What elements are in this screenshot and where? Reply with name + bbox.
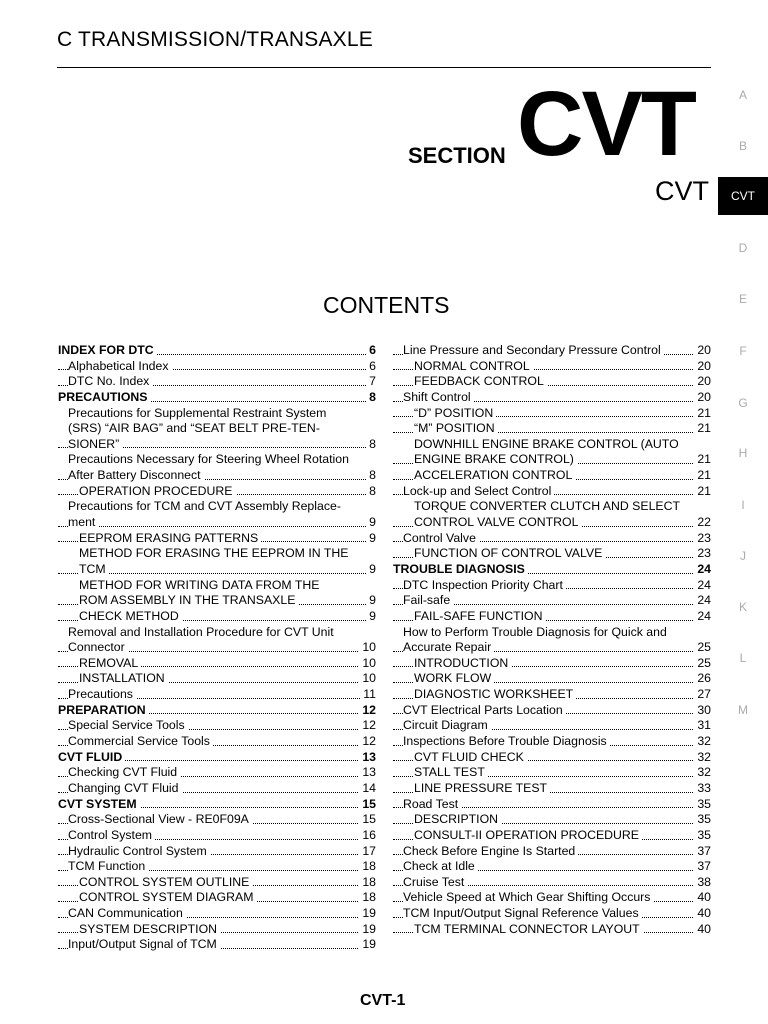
toc-entry[interactable] <box>58 499 376 515</box>
toc-entry[interactable] <box>393 484 711 500</box>
toc-entry[interactable] <box>58 625 376 641</box>
toc-entry-title: INTRODUCTION <box>414 656 511 670</box>
toc-entry-page: 17 <box>359 844 376 860</box>
toc-entry[interactable] <box>58 781 376 797</box>
toc-entry-title: Cross-Sectional View - RE0F09A <box>68 812 252 826</box>
toc-entry[interactable] <box>58 374 376 390</box>
toc-entry-page: 37 <box>694 859 711 875</box>
toc-entry[interactable] <box>58 844 376 860</box>
toc-entry-page: 38 <box>694 875 711 891</box>
toc-entry[interactable] <box>393 718 711 734</box>
toc-entry-page: 20 <box>694 374 711 390</box>
toc-entry[interactable] <box>393 734 711 750</box>
toc-entry-title: CVT SYSTEM <box>58 797 140 811</box>
toc-entry[interactable] <box>58 906 376 922</box>
toc-entry[interactable] <box>393 828 711 844</box>
toc-entry-title: REMOVAL <box>79 656 141 670</box>
section-tab-e[interactable]: E <box>738 292 747 306</box>
toc-entry[interactable] <box>393 656 711 672</box>
toc-entry-page: 23 <box>694 546 711 562</box>
toc-entry-title: FUNCTION OF CONTROL VALVE <box>414 546 605 560</box>
toc-entry-page: 9 <box>366 609 376 625</box>
toc-entry-page: 24 <box>694 593 711 609</box>
toc-entry-title: CVT Electrical Parts Location <box>403 703 566 717</box>
toc-entry[interactable] <box>393 812 711 828</box>
toc-entry-page: 31 <box>694 718 711 734</box>
section-tab-f[interactable]: F <box>739 344 747 358</box>
toc-entry-page: 21 <box>694 452 711 468</box>
toc-entry[interactable] <box>393 562 711 578</box>
toc-entry-title: Vehicle Speed at Which Gear Shifting Occurs <box>403 890 653 904</box>
toc-entry-title: CHECK METHOD <box>79 609 182 623</box>
toc-entry-page: 21 <box>694 468 711 484</box>
toc-entry-title: Lock-up and Select Control <box>403 484 554 498</box>
toc-entry-title: Precautions <box>68 687 136 701</box>
toc-entry-title: TCM Input/Output Signal Reference Values <box>403 906 642 920</box>
toc-entry[interactable] <box>58 687 376 703</box>
toc-entry-page: 22 <box>694 515 711 531</box>
toc-entry[interactable] <box>58 734 376 750</box>
toc-entry-title: Connector <box>68 640 128 654</box>
toc-entry[interactable] <box>393 531 711 547</box>
toc-entry-page: 40 <box>694 922 711 938</box>
toc-entry-page: 24 <box>694 562 711 578</box>
toc-entry-title: Road Test <box>403 797 461 811</box>
toc-entry-title: Accurate Repair <box>403 640 494 654</box>
toc-entry-page: 24 <box>694 609 711 625</box>
toc-entry-page: 23 <box>694 531 711 547</box>
toc-entry-title: CONTROL SYSTEM DIAGRAM <box>79 890 256 904</box>
toc-entry[interactable] <box>58 546 376 562</box>
toc-entry[interactable] <box>393 499 711 515</box>
toc-entry-page: 40 <box>694 906 711 922</box>
toc-entry-page: 33 <box>694 781 711 797</box>
toc-entry-page: 20 <box>694 359 711 375</box>
toc-entry-page: 25 <box>694 656 711 672</box>
toc-entry-page: 19 <box>359 906 376 922</box>
leader-dots <box>58 526 376 527</box>
toc-entry-page: 12 <box>359 734 376 750</box>
section-tab-l[interactable]: L <box>739 651 747 665</box>
section-index-tabs <box>718 0 768 1024</box>
toc-entry[interactable] <box>393 437 711 453</box>
toc-entry[interactable] <box>393 844 711 860</box>
toc-entry-page: 10 <box>359 640 376 656</box>
toc-entry-title: Inspections Before Trouble Diagnosis <box>403 734 610 748</box>
toc-entry[interactable] <box>393 390 711 406</box>
toc-entry[interactable] <box>58 390 376 406</box>
toc-entry-title: Cruise Test <box>403 875 467 889</box>
toc-entry-title: DESCRIPTION <box>414 812 501 826</box>
toc-entry-page: 24 <box>694 578 711 594</box>
toc-entry[interactable] <box>393 906 711 922</box>
toc-entry[interactable] <box>58 922 376 938</box>
toc-entry-title: Control Valve <box>403 531 479 545</box>
toc-entry[interactable] <box>393 625 711 641</box>
toc-entry[interactable] <box>393 359 711 375</box>
toc-entry-page: 14 <box>359 781 376 797</box>
toc-entry-title: METHOD FOR WRITING DATA FROM THE <box>79 578 322 592</box>
toc-entry[interactable] <box>58 421 376 437</box>
toc-entry-page: 12 <box>359 718 376 734</box>
contents-title: CONTENTS <box>323 292 450 318</box>
toc-entry[interactable] <box>58 359 376 375</box>
toc-entry-page: 16 <box>359 828 376 844</box>
toc-entry-title: ROM ASSEMBLY IN THE TRANSAXLE <box>79 593 298 607</box>
section-code-large: CVT <box>517 73 695 175</box>
section-tab-j[interactable]: J <box>740 549 746 563</box>
toc-entry[interactable] <box>58 406 376 422</box>
toc-entry-title: How to Perform Trouble Diagnosis for Quick and <box>403 625 670 639</box>
section-tab-a[interactable]: A <box>738 88 747 102</box>
toc-entry-title: ACCELERATION CONTROL <box>414 468 575 482</box>
toc-entry-title: “M” POSITION <box>414 421 498 435</box>
toc-entry[interactable] <box>58 578 376 594</box>
toc-entry[interactable] <box>58 875 376 891</box>
toc-entry-title: DTC No. Index <box>68 374 152 388</box>
toc-entry[interactable] <box>58 797 376 813</box>
toc-column-right <box>393 343 711 937</box>
section-tab-i[interactable]: I <box>741 498 745 512</box>
toc-entry-title: SIONER” <box>68 437 122 451</box>
page-number: CVT-1 <box>360 992 406 1009</box>
toc-entry[interactable] <box>58 671 376 687</box>
section-tab-d[interactable]: D <box>738 241 748 255</box>
toc-entry-page: 32 <box>694 765 711 781</box>
toc-entry-title: Check Before Engine Is Started <box>403 844 578 858</box>
toc-entry-page: 8 <box>366 390 376 406</box>
toc-entry-page: 9 <box>366 531 376 547</box>
toc-entry[interactable] <box>393 593 711 609</box>
toc-entry-page: 21 <box>694 421 711 437</box>
toc-entry-page: 6 <box>366 359 376 375</box>
toc-entry-page: 18 <box>359 875 376 891</box>
toc-entry-title: Precautions Necessary for Steering Wheel Rotation <box>68 452 352 466</box>
toc-entry-title: Input/Output Signal of TCM <box>68 937 220 951</box>
toc-entry-title: CONTROL SYSTEM OUTLINE <box>79 875 252 889</box>
toc-entry-title: (SRS) “AIR BAG” and “SEAT BELT PRE-TEN- <box>68 421 323 435</box>
toc-entry-title: INDEX FOR DTC <box>58 343 157 357</box>
toc-entry-title: Circuit Diagram <box>403 718 491 732</box>
toc-entry[interactable] <box>58 828 376 844</box>
toc-entry-page: 30 <box>694 703 711 719</box>
toc-entry-page: 21 <box>694 406 711 422</box>
toc-entry[interactable] <box>58 765 376 781</box>
toc-entry-title: Changing CVT Fluid <box>68 781 182 795</box>
toc-entry-page: 6 <box>366 343 376 359</box>
toc-entry-page: 9 <box>366 562 376 578</box>
toc-entry[interactable] <box>58 937 376 953</box>
toc-entry-title: FEEDBACK CONTROL <box>414 374 547 388</box>
toc-entry-page: 7 <box>366 374 376 390</box>
header-rule <box>57 67 711 68</box>
toc-entry-page: 25 <box>694 640 711 656</box>
toc-entry-title: METHOD FOR ERASING THE EEPROM IN THE <box>79 546 351 560</box>
toc-entry-page: 15 <box>359 797 376 813</box>
toc-entry[interactable] <box>393 578 711 594</box>
toc-entry-title: PREPARATION <box>58 703 149 717</box>
toc-entry[interactable] <box>58 656 376 672</box>
toc-entry[interactable] <box>58 750 376 766</box>
toc-entry-title: TCM TERMINAL CONNECTOR LAYOUT <box>414 922 643 936</box>
toc-entry[interactable] <box>393 609 711 625</box>
section-tab-g[interactable]: G <box>738 396 748 410</box>
toc-entry-title: SYSTEM DESCRIPTION <box>79 922 220 936</box>
section-tab-m[interactable]: M <box>738 703 748 717</box>
toc-entry-title: CVT FLUID <box>58 750 125 764</box>
toc-entry[interactable] <box>58 484 376 500</box>
toc-entry[interactable] <box>58 515 376 531</box>
toc-entry[interactable] <box>58 437 376 453</box>
toc-entry-title: CONTROL VALVE CONTROL <box>414 515 581 529</box>
toc-entry-title: OPERATION PROCEDURE <box>79 484 236 498</box>
toc-entry-title: DIAGNOSTIC WORKSHEET <box>414 687 576 701</box>
toc-entry[interactable] <box>393 671 711 687</box>
toc-entry-title: FAIL-SAFE FUNCTION <box>414 609 545 623</box>
toc-entry-title: TCM <box>79 562 109 576</box>
toc-entry-title: TORQUE CONVERTER CLUTCH AND SELECT <box>414 499 683 513</box>
toc-entry[interactable] <box>58 609 376 625</box>
toc-entry-title: DTC Inspection Priority Chart <box>403 578 566 592</box>
section-tab-k[interactable]: K <box>738 600 747 614</box>
toc-entry-page: 26 <box>694 671 711 687</box>
toc-entry[interactable] <box>58 718 376 734</box>
toc-entry-title: WORK FLOW <box>414 671 494 685</box>
toc-entry[interactable] <box>58 859 376 875</box>
toc-entry-title: Commercial Service Tools <box>68 734 213 748</box>
toc-entry-title: Fail-safe <box>403 593 453 607</box>
toc-entry[interactable] <box>393 452 711 468</box>
toc-entry[interactable] <box>393 546 711 562</box>
toc-entry-page: 32 <box>694 734 711 750</box>
section-code-small: CVT <box>655 176 709 206</box>
section-tab-b[interactable]: B <box>738 139 747 153</box>
toc-entry[interactable] <box>393 515 711 531</box>
toc-entry-page: 9 <box>366 593 376 609</box>
toc-entry[interactable] <box>58 640 376 656</box>
toc-entry-page: 35 <box>694 797 711 813</box>
toc-entry[interactable] <box>393 781 711 797</box>
toc-entry[interactable] <box>393 687 711 703</box>
toc-entry[interactable] <box>58 468 376 484</box>
toc-entry[interactable] <box>58 703 376 719</box>
section-word: SECTION <box>408 143 506 168</box>
toc-entry[interactable] <box>393 374 711 390</box>
toc-entry[interactable] <box>393 703 711 719</box>
toc-entry-title: TCM Function <box>68 859 148 873</box>
toc-entry-title: CAN Communication <box>68 906 186 920</box>
toc-entry-title: CVT FLUID CHECK <box>414 750 527 764</box>
toc-entry-title: ENGINE BRAKE CONTROL) <box>414 452 577 466</box>
toc-column-left <box>58 343 376 953</box>
toc-entry[interactable] <box>393 750 711 766</box>
toc-entry-page: 21 <box>694 484 711 500</box>
toc-entry[interactable] <box>393 875 711 891</box>
toc-entry-page: 8 <box>366 468 376 484</box>
toc-entry-page: 10 <box>359 671 376 687</box>
toc-entry-page: 27 <box>694 687 711 703</box>
toc-entry-title: Precautions for Supplemental Restraint System <box>68 406 329 420</box>
toc-entry-title: CONSULT-II OPERATION PROCEDURE <box>414 828 642 842</box>
section-tab-cvt[interactable]: CVT <box>718 177 768 215</box>
toc-entry-title: “D” POSITION <box>414 406 496 420</box>
toc-entry-page: 12 <box>359 703 376 719</box>
section-tab-h[interactable]: H <box>738 446 748 460</box>
toc-entry-page: 8 <box>366 437 376 453</box>
toc-entry[interactable] <box>58 531 376 547</box>
toc-entry-page: 19 <box>359 922 376 938</box>
toc-entry-page: 11 <box>360 687 376 703</box>
toc-entry[interactable] <box>393 922 711 938</box>
toc-entry-title: EEPROM ERASING PATTERNS <box>79 531 261 545</box>
toc-entry-page: 40 <box>694 890 711 906</box>
toc-entry-page: 8 <box>366 484 376 500</box>
toc-entry-page: 37 <box>694 844 711 860</box>
toc-entry-page: 35 <box>694 828 711 844</box>
toc-entry-page: 18 <box>359 859 376 875</box>
toc-entry-title: Special Service Tools <box>68 718 188 732</box>
toc-entry-page: 20 <box>694 390 711 406</box>
toc-entry-page: 10 <box>359 656 376 672</box>
toc-entry-page: 32 <box>694 750 711 766</box>
toc-entry-page: 15 <box>359 812 376 828</box>
toc-entry-title: INSTALLATION <box>79 671 168 685</box>
toc-entry[interactable] <box>58 452 376 468</box>
toc-entry[interactable] <box>393 640 711 656</box>
toc-entry-title: After Battery Disconnect <box>68 468 204 482</box>
toc-entry-title: DOWNHILL ENGINE BRAKE CONTROL (AUTO <box>414 437 682 451</box>
toc-entry[interactable] <box>58 562 376 578</box>
toc-entry[interactable] <box>393 797 711 813</box>
toc-entry-title: Control System <box>68 828 155 842</box>
category-title: C TRANSMISSION/TRANSAXLE <box>57 28 373 51</box>
toc-entry[interactable] <box>393 859 711 875</box>
toc-entry[interactable] <box>393 468 711 484</box>
toc-entry[interactable] <box>58 890 376 906</box>
toc-entry-title: Checking CVT Fluid <box>68 765 180 779</box>
toc-entry-title: Removal and Installation Procedure for CVT Unit <box>68 625 337 639</box>
toc-entry-title: Check at Idle <box>403 859 478 873</box>
toc-entry-page: 20 <box>694 343 711 359</box>
toc-entry-page: 9 <box>366 515 376 531</box>
toc-entry-title: TROUBLE DIAGNOSIS <box>393 562 528 576</box>
toc-entry[interactable] <box>393 406 711 422</box>
toc-entry-title: ment <box>68 515 98 529</box>
toc-entry[interactable] <box>393 343 711 359</box>
toc-entry-title: Hydraulic Control System <box>68 844 210 858</box>
toc-entry-title: Precautions for TCM and CVT Assembly Replace- <box>68 499 344 513</box>
toc-entry-title: LINE PRESSURE TEST <box>414 781 550 795</box>
toc-entry-title: STALL TEST <box>414 765 488 779</box>
toc-entry-title: Alphabetical Index <box>68 359 172 373</box>
toc-entry[interactable] <box>58 812 376 828</box>
toc-entry[interactable] <box>58 343 376 359</box>
toc-entry[interactable] <box>393 890 711 906</box>
toc-entry-page: 13 <box>359 750 376 766</box>
toc-entry[interactable] <box>393 765 711 781</box>
toc-entry-page: 19 <box>359 937 376 953</box>
toc-entry[interactable] <box>393 421 711 437</box>
toc-entry-title: NORMAL CONTROL <box>414 359 533 373</box>
toc-entry-page: 18 <box>359 890 376 906</box>
toc-entry-title: PRECAUTIONS <box>58 390 151 404</box>
toc-entry-page: 13 <box>359 765 376 781</box>
toc-entry-title: Shift Control <box>403 390 474 404</box>
toc-entry-title: Line Pressure and Secondary Pressure Control <box>403 343 664 357</box>
toc-entry[interactable] <box>58 593 376 609</box>
toc-entry-page: 35 <box>694 812 711 828</box>
